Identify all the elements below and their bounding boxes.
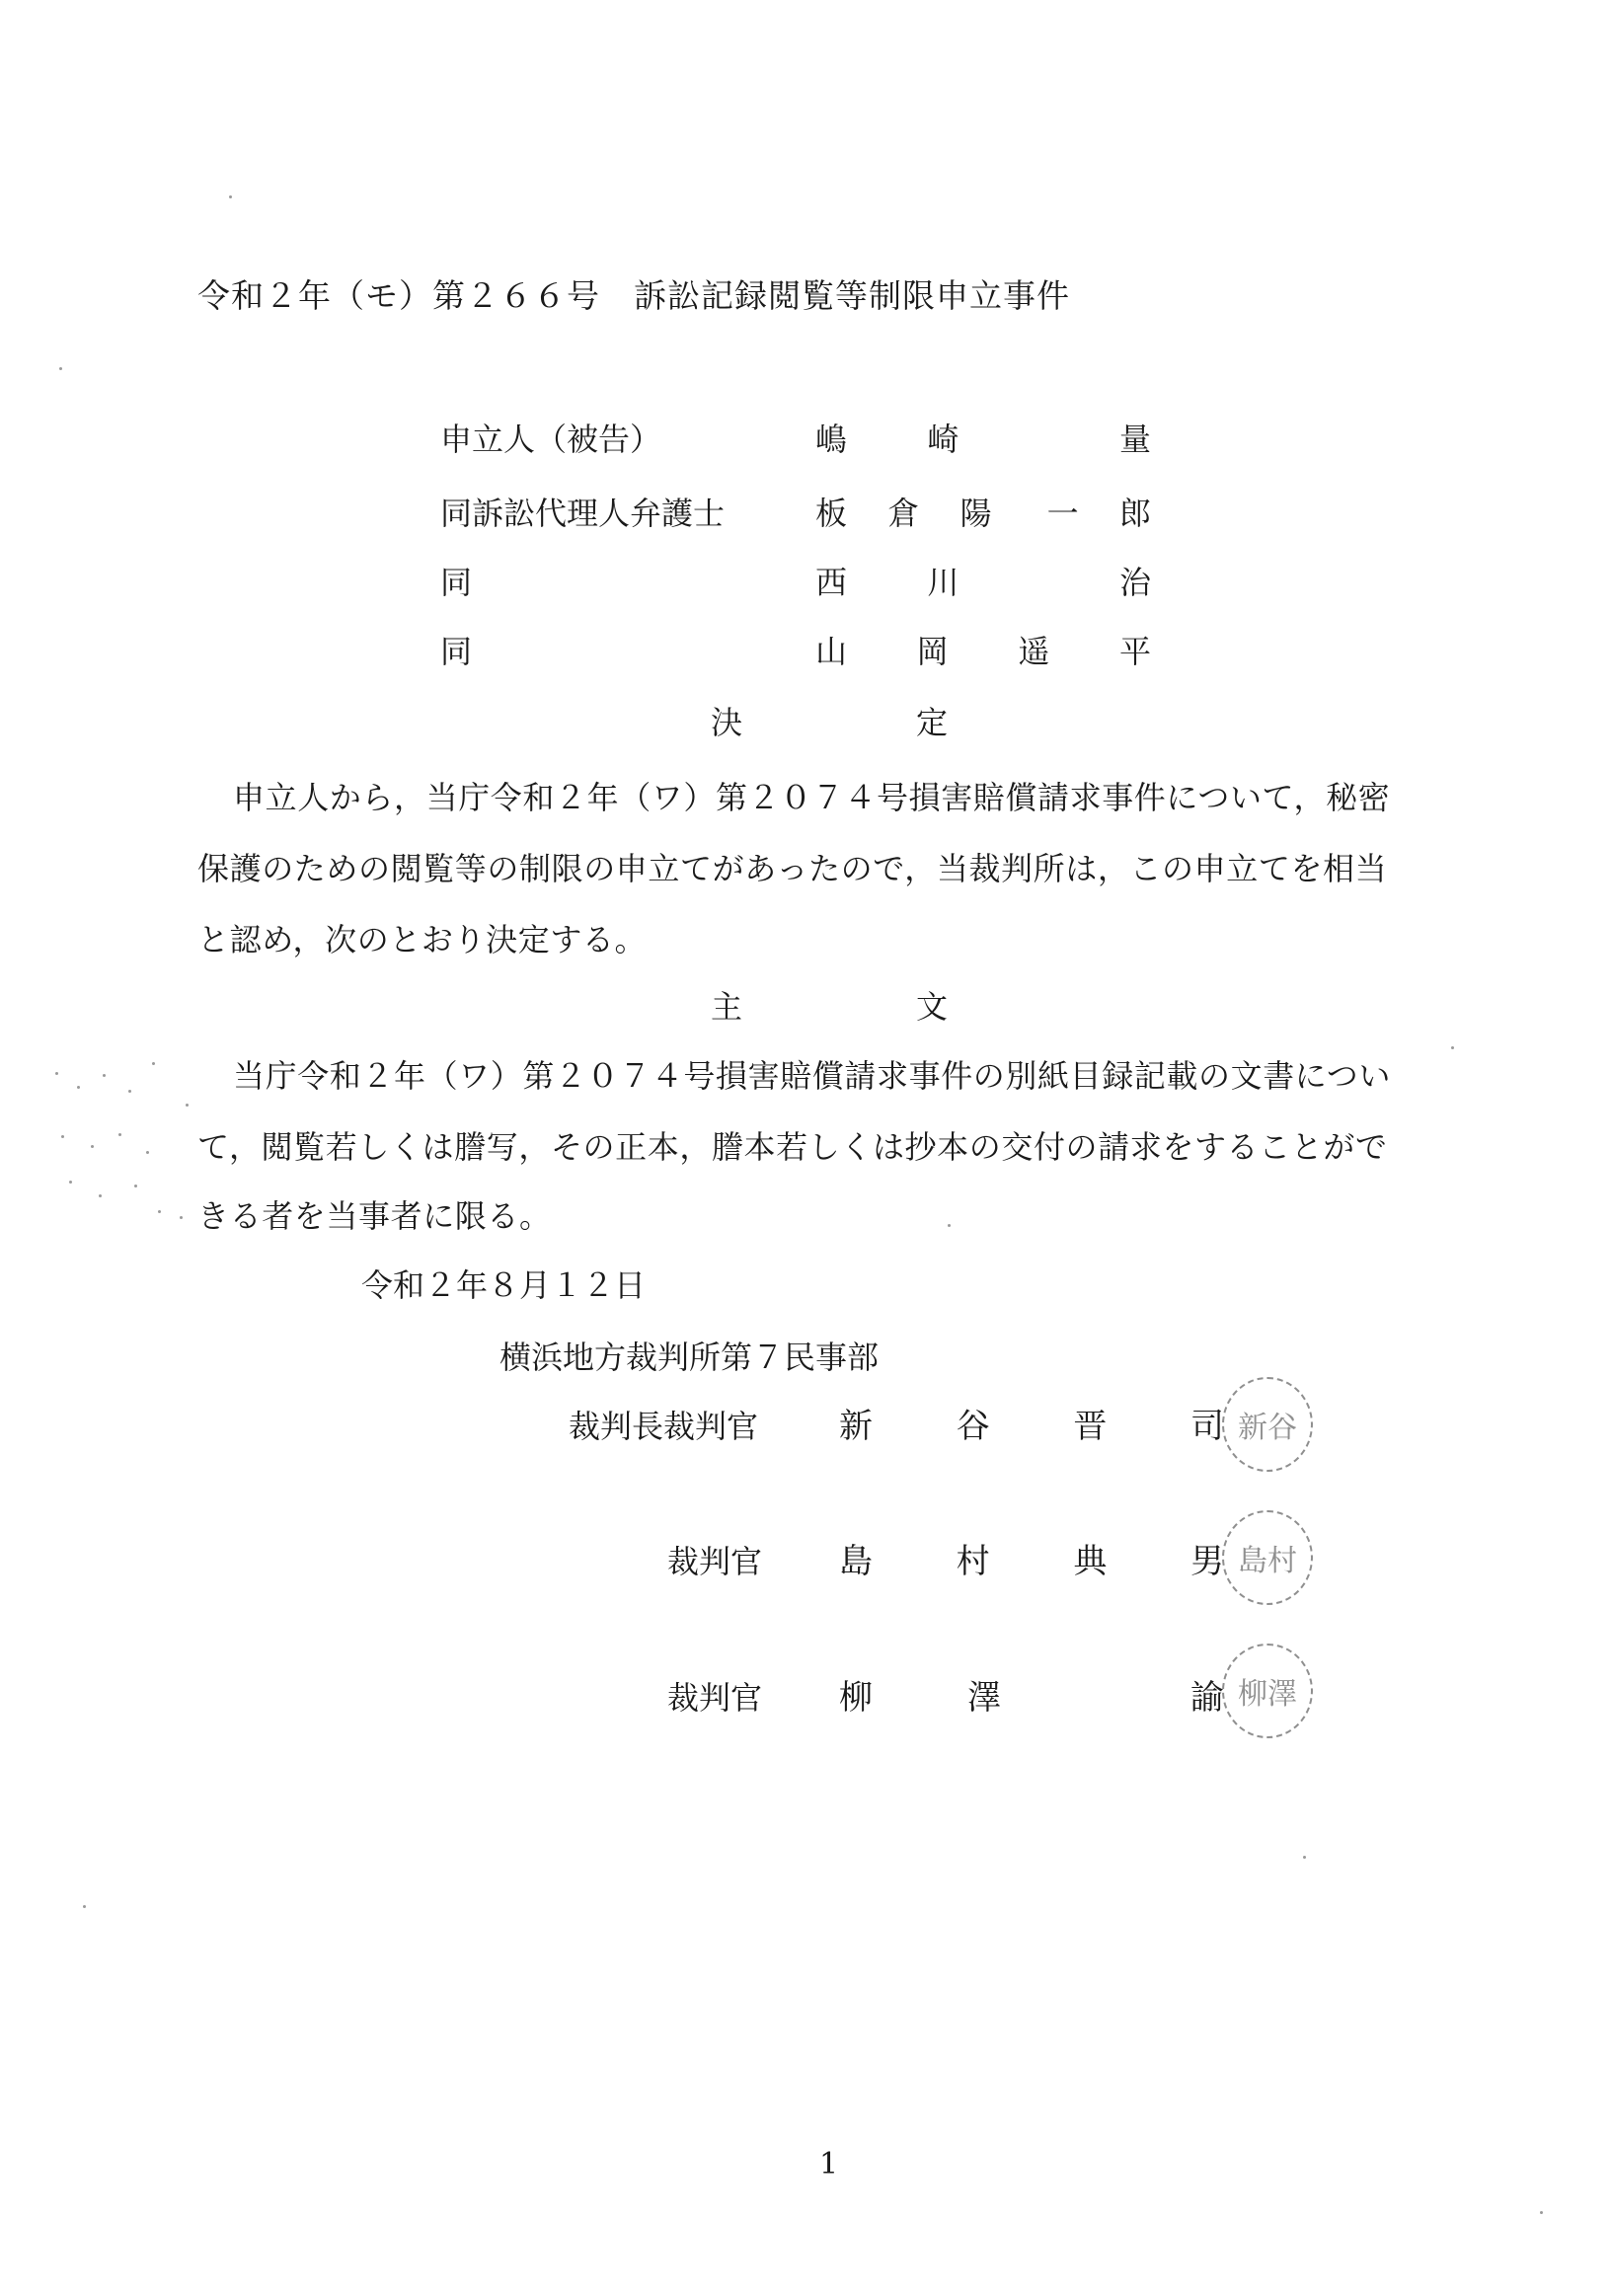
scan-speck (59, 367, 62, 370)
judge-title-2: 裁判官 (667, 1543, 763, 1580)
main-heading: 主 文 (711, 988, 948, 1026)
scan-speck (152, 1062, 155, 1065)
party-name-4: 山 岡 遥 平 (815, 633, 1151, 670)
page-number: 1 (819, 2147, 839, 2181)
party-name-3: 西 川 治 (815, 564, 1151, 601)
main-line-2: て，閲覧若しくは謄写，その正本，謄本若しくは抄本の交付の請求をすることがで (197, 1128, 1388, 1166)
scan-speck (61, 1135, 64, 1138)
scan-speck (91, 1145, 94, 1148)
scan-speck (103, 1074, 106, 1077)
scan-speck (69, 1181, 72, 1184)
scan-speck (1303, 1856, 1306, 1859)
judge-title-3: 裁判官 (667, 1679, 763, 1717)
scan-speck (77, 1086, 80, 1089)
scan-speck (146, 1151, 149, 1154)
case-header: 令和２年（モ）第２６６号 訴訟記録閲覧等制限申立事件 (197, 276, 1070, 315)
party-role-4: 同 (440, 633, 473, 670)
scan-speck (1540, 2211, 1543, 2214)
judge-name-1: 新 谷 晋 司 (839, 1407, 1224, 1446)
intro-line-3: と認め，次のとおり決定する。 (197, 921, 648, 958)
decision-date: 令和２年８月１２日 (361, 1266, 647, 1304)
party-role-1: 申立人（被告） (440, 421, 662, 458)
scan-speck (83, 1905, 86, 1908)
main-line-3: きる者を当事者に限る。 (197, 1197, 552, 1235)
judge-seal-1: 新谷 (1222, 1377, 1313, 1472)
scan-speck (99, 1194, 102, 1197)
scan-speck (229, 195, 232, 198)
scan-speck (180, 1216, 183, 1219)
party-role-2: 同訴訟代理人弁護士 (440, 495, 726, 532)
scan-speck (128, 1090, 131, 1093)
intro-line-2: 保護のための閲覧等の制限の申立てがあったので，当裁判所は，この申立てを相当 (197, 850, 1388, 887)
judge-name-3: 柳 澤 諭 (839, 1678, 1224, 1718)
scan-speck (186, 1104, 189, 1107)
party-name-1: 嶋 崎 量 (815, 421, 1151, 458)
judge-name-2: 島 村 典 男 (839, 1542, 1224, 1581)
scan-speck (118, 1133, 121, 1136)
scan-speck (1451, 1046, 1454, 1049)
party-name-2: 板 倉 陽 一 郎 (815, 495, 1151, 532)
judge-title-1: 裁判長裁判官 (569, 1408, 759, 1445)
judge-seal-2: 島村 (1222, 1510, 1313, 1605)
decision-heading: 決 定 (711, 704, 948, 741)
main-line-1: 当庁令和２年（ワ）第２０７４号損害賠償請求事件の別紙目録記載の文書につい (233, 1057, 1391, 1095)
scan-speck (134, 1185, 137, 1187)
scan-speck (158, 1210, 161, 1213)
judge-seal-3: 柳澤 (1222, 1644, 1313, 1738)
intro-line-1: 申立人から，当庁令和２年（ワ）第２０７４号損害賠償請求事件について，秘密 (233, 779, 1391, 816)
party-role-3: 同 (440, 564, 473, 601)
scan-speck (55, 1072, 58, 1075)
scan-speck (948, 1224, 951, 1227)
court-name: 横浜地方裁判所第７民事部 (499, 1339, 880, 1376)
